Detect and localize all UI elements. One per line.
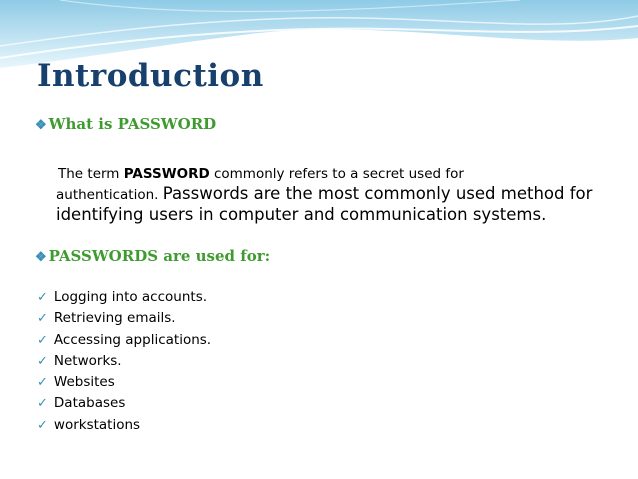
definition-paragraph <box>58 163 618 225</box>
list-item-text: Accessing applications. <box>53 331 212 348</box>
checkmark-icon: ✓ <box>37 396 48 412</box>
uses-list <box>37 287 211 436</box>
list-item <box>37 330 211 351</box>
checkmark-icon: ✓ <box>37 353 48 369</box>
slide-title: Introduction <box>37 58 264 94</box>
diamond-icon: ❖ <box>35 250 47 265</box>
paragraph-line-3-text: identifying users in computer and communication systems. <box>56 205 547 224</box>
checkmark-icon: ✓ <box>37 332 48 348</box>
paragraph-line-3 <box>56 205 618 225</box>
list-item-text: Retrieving emails. <box>53 310 176 327</box>
diamond-icon: ❖ <box>35 118 47 133</box>
checkmark-icon: ✓ <box>37 375 48 391</box>
list-item <box>37 287 211 308</box>
paragraph-prefix: The term <box>58 166 124 182</box>
list-item <box>37 351 211 372</box>
checkmark-icon: ✓ <box>37 290 48 305</box>
list-item-text: Logging into accounts. <box>53 289 208 305</box>
paragraph-line-2-start: authentication. <box>56 187 163 203</box>
checkmark-icon: ✓ <box>37 417 48 433</box>
list-item <box>37 415 211 436</box>
list-item <box>37 393 211 414</box>
list-item <box>37 372 211 393</box>
list-item-text: Websites <box>53 374 115 391</box>
checkmark-icon: ✓ <box>37 311 48 327</box>
list-item-text: workstations <box>53 416 141 433</box>
paragraph-line-1-rest: commonly refers to a secret used for <box>209 166 464 182</box>
paragraph-line-2 <box>56 184 618 205</box>
section-heading-what-is-password <box>35 115 216 133</box>
list-item-text: Networks. <box>53 352 122 369</box>
list-item-text: Databases <box>53 395 126 412</box>
section-heading-uses <box>35 247 270 265</box>
paragraph-term: PASSWORD <box>123 166 210 182</box>
section-heading-text: PASSWORDS are used for: <box>48 247 271 265</box>
list-item <box>37 308 211 329</box>
paragraph-line-1 <box>58 163 618 184</box>
paragraph-line-2-rest: Passwords are the most commonly used method for <box>162 184 593 203</box>
section-heading-text: What is PASSWORD <box>48 115 217 133</box>
